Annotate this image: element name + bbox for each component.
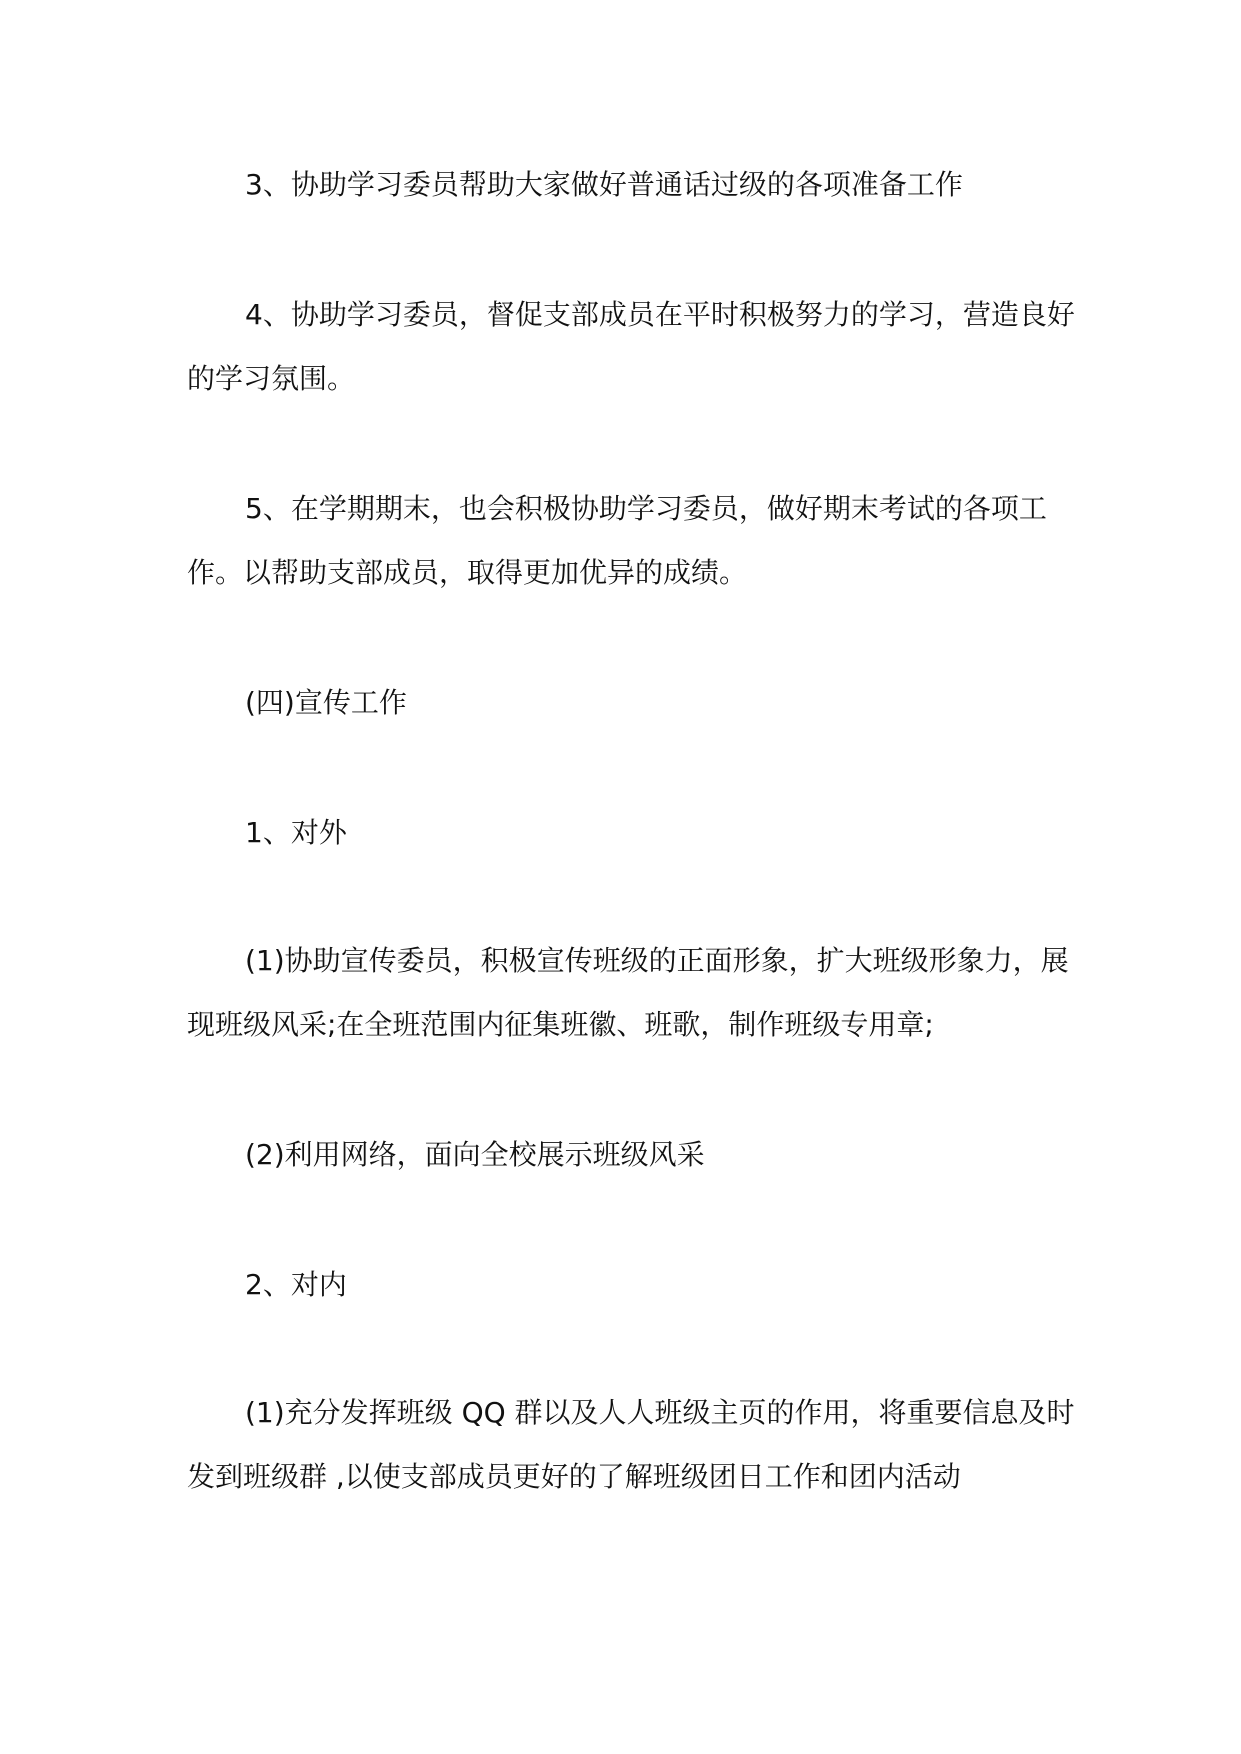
paragraph-item-3: 3、协助学习委员帮助大家做好普通话过级的各项准备工作 <box>245 168 963 201</box>
paragraph-external-2: (2)利用网络，面向全校展示班级风采 <box>245 1138 705 1171</box>
subsection-heading-internal: 2、对内 <box>245 1268 347 1301</box>
paragraph-internal-1: (1)充分发挥班级 QQ 群以及人人班级主页的作用，将重要信息及时发到班级群 ,以使支部成员更好的了解班级团日工作和团内活动 <box>187 1396 1075 1493</box>
paragraph-item-5: 5、在学期期末，也会积极协助学习委员，做好期末考试的各项工作。以帮助支部成员，取得更加优异的成绩。 <box>187 492 1047 589</box>
subsection-heading-external: 1、对外 <box>245 816 347 849</box>
paragraph-item-4: 4、协助学习委员，督促支部成员在平时积极努力的学习，营造良好的学习氛围。 <box>187 298 1075 395</box>
section-heading-publicity: (四)宣传工作 <box>245 686 407 719</box>
paragraph-external-1: (1)协助宣传委员，积极宣传班级的正面形象，扩大班级形象力，展现班级风采;在全班范围内征集班徽、班歌，制作班级专用章; <box>187 944 1069 1041</box>
